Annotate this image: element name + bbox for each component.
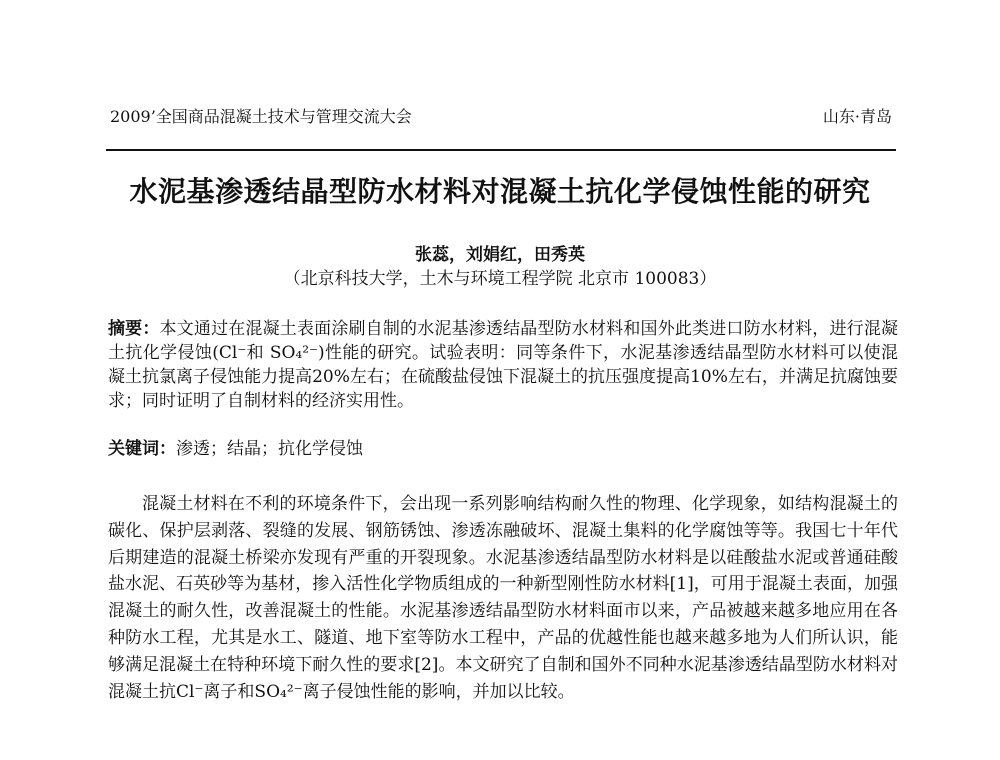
running-header-conference: 2009’全国商品混凝土技术与管理交流大会 — [110, 107, 412, 126]
body-paragraph: 混凝土材料在不利的环境条件下，会出现一系列影响结构耐久性的物理、化学现象，如结构混凝土的碳化、保护层剥落、裂缝的发展、钢筋锈蚀、渗透冻融破坏、混凝土集料的化学腐蚀等等。我国七十年代后期建造的混凝土桥梁亦发现有严重的开裂现象。水泥基渗透结晶型防水材料是以硅酸盐水泥或普通硅酸盐水泥、石英砂等为基材，掺入活性化学物质组成的一种新型刚性防水材料[1]，可用于混凝土表面，加强混凝土的耐久性，改善混凝土的性能。水泥基渗透结晶型防水材料面市以来，产品被越来越多地应用在各种防水工程，尤其是水工、隧道、地下室等防水工程中，产品的优越性能也越来越多地为人们所认识，能够满足混凝土在特种环境下耐久性的要求[2]。本文研究了自制和国外不同种水泥基渗透结晶型防水材料对混凝土抗Cl⁻离子和SO₄²⁻离子侵蚀性能的影响，并加以比较。 — [108, 494, 898, 702]
header-rule — [106, 149, 896, 151]
keywords-text: 渗透；结晶；抗化学侵蚀 — [176, 439, 363, 459]
running-header-location: 山东·青岛 — [822, 107, 892, 126]
authors: 张蕊，刘娟红，田秀英 — [415, 245, 585, 265]
affiliation: （北京科技大学，土木与环境工程学院 北京市 100083） — [283, 269, 717, 289]
keywords — [108, 437, 898, 461]
abstract-text: 本文通过在混凝土表面涂刷自制的水泥基渗透结晶型防水材料和国外此类进口防水材料，进行混凝土抗化学侵蚀(Cl⁻和 SO₄²⁻)性能的研究。试验表明：同等条件下，水泥基渗透结晶型防水材料可以使混凝土抗氯离子侵蚀能力提高20%左右；在硫酸盐侵蚀下混凝土的抗压强度提高10%左右，并满足抗腐蚀要求；同时证明了自制材料的经济实用性。 — [108, 319, 899, 411]
abstract — [108, 317, 898, 413]
paper-title: 水泥基渗透结晶型防水材料对混凝土抗化学侵蚀性能的研究 — [129, 175, 871, 208]
abstract-label: 摘要： — [108, 319, 160, 339]
keywords-label: 关键词： — [108, 439, 176, 459]
